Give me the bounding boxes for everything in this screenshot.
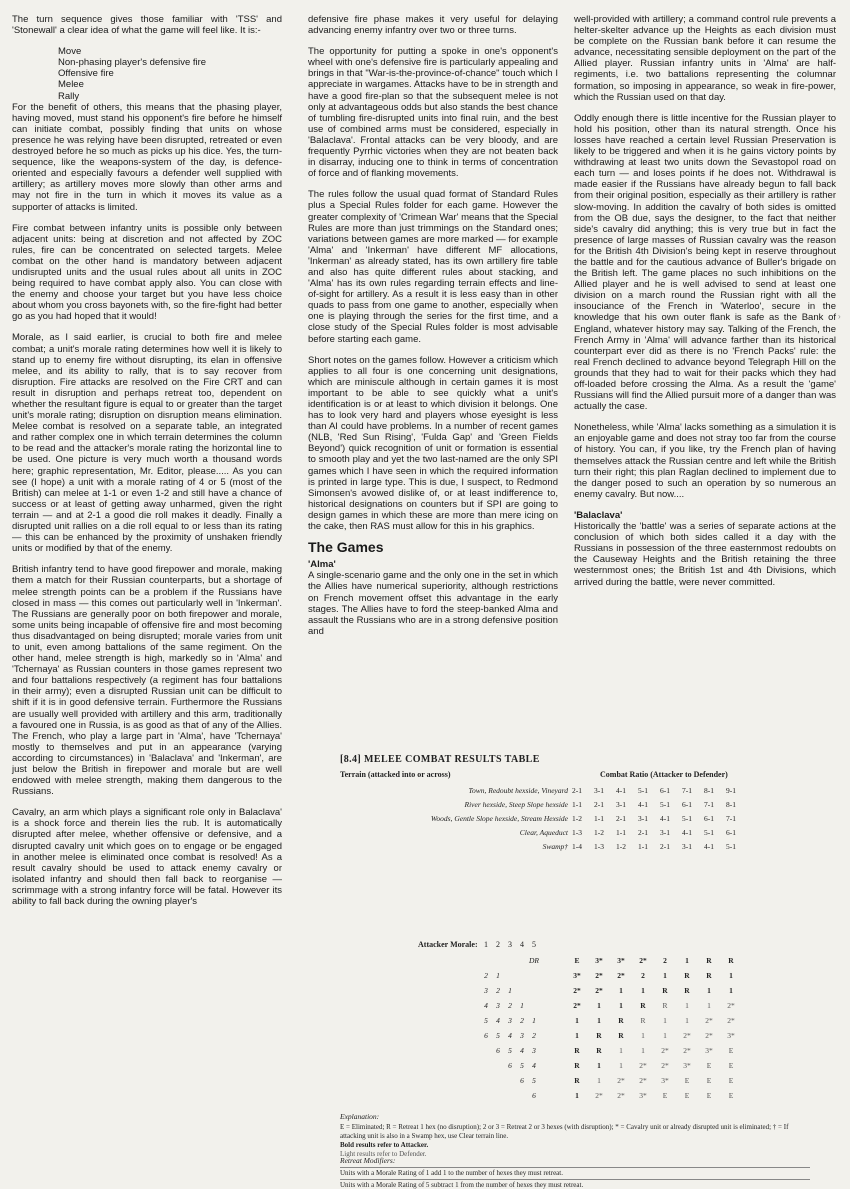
sequence-item: Rally [58, 90, 80, 102]
morale-seq-cell: 2 [484, 971, 488, 980]
result-cell: E [706, 1076, 712, 1085]
result-cell: 3* [683, 1061, 691, 1070]
paragraph: Cavalry, an arm which plays a significant role only in Balaclava' is a shock force and therein lies the rub. It is automatically disrupted after melee, whether offensive or defensive, and a disrupted cavalry unit which goes on to engage or be engaged in another melee is eliminated once combat is resolved! As a result cavalry should be used to attack enemy cavalry or isolated infantry and should then fall back to reorganise — scrimmage with a strong infantry force will be fatal. However its ability to fall back during the owning player's [12, 807, 282, 908]
terrain-row [340, 814, 830, 828]
paragraph: British infantry tend to have good firepower and morale, making them a match for their Russian counterparts, but a shortage of melee strength points can be a problem if the Russians have closed in mass — this comes out particularly well in 'Inkerman'. The Russians are generally poor on both firepower and morale, some units being incapable of offensive fire and most becoming thus disadvantaged on being disrupted; morale varies from unit to unit, even among battalions of the same regiment. On the other hand, melee strength is high, markedly so in 'Alma' and 'Tchernaya' as Russian counters in those games represent two and four battalions respectively (a regiment has four battalions in their army); even a disrupted Russian unit can be difficult to shift if it is in good defensive terrain. Furthermore the Russians are usually well provided with artillery and this arm, traditionally a favoured one in Russia, is as good as that of any of the Allies. The French, who play a large part in 'Alma', have 'Tchernaya' mostly to themselves and put in an appearance (varying according to circumstances) in 'Balaclava' and 'Inkerman', are just below the British in firepower and morale but are well endowed with melee strength, making them dangerous to the Russians. [12, 564, 282, 798]
ratio-cell: 3-1 [660, 828, 670, 837]
morale-row [298, 1076, 838, 1092]
morale-row [298, 1001, 838, 1017]
morale-row [298, 1016, 838, 1032]
melee-combat-results-table [298, 752, 838, 1189]
morale-seq-cell: 5 [496, 1031, 500, 1040]
paragraph: well-provided with artillery; a command control rule prevents a helter-skelter advance up the Heights as each division must be complete on the Russian bank before it can resume the advance, necessitating sensible deployment on the part of the Allied player. Russian infantry units in 'Alma' are half-regiments, i.e. two battalions representing the columnar formation, so imposing in appearance, so weak in fire-power, which the Russian used on that day. [574, 14, 836, 103]
ratio-cell: 5-1 [660, 800, 670, 809]
morale-seq-cell: 4 [496, 1016, 500, 1025]
morale-seq-cell: 4 [532, 1061, 536, 1070]
ratio-cell: 1-1 [594, 814, 604, 823]
result-cell: 2 [641, 971, 645, 980]
ratio-cell: 4-1 [616, 786, 626, 795]
ratio-cell: 4-1 [682, 828, 692, 837]
ratio-cell: 6-1 [704, 814, 714, 823]
result-cell: 1 [619, 1001, 623, 1010]
result-cell: R [728, 956, 734, 965]
result-cell: 1 [597, 1061, 601, 1070]
ratio-cell: 6-1 [660, 786, 670, 795]
morale-seq-cell: 5 [508, 1046, 512, 1055]
ratio-cell: 2-1 [638, 828, 648, 837]
morale-seq-cell: 1 [532, 1016, 536, 1025]
morale-seq-cell: 3 [508, 1016, 512, 1025]
paragraph: Oddly enough there is little incentive for the Russian player to hold his position, other than its natural strength. Once his losses have reached a certain level Russian Preservation is likely to be triggered and when it is he gains victory points by withdrawing at least two units down the Sevastopol road on each turn — and loses points if he does not. Withdrawal is made easier if the Russians have already begun to fall back from their original position, especially as their artillery is rather slow-moving. In addition the cavalry of both sides is omitted from the OB due, says the designer, to the fact that neither side's cavalry did anything; this is very true but in fact the presence of large masses of Russian cavalry was the reason for the British 4th Division's being kept in reserve throughout the battle and for the cautious advance of Buller's brigade on the British left. The game places no such inhibitions on the Allied player and he is well advised to send at least one division on a march round the Russian right with all the insouciance of the French in 'Waterloo', secure in the knowledge that his own outer flank is safe as the Bank of England, whatever history may say. Talking of the French, the French Army in 'Alma' will advance farther than its historical counterpart ever did as there is no 'French Packs' rule: the real French declined to advance beyond Telegraph Hill on the grounds that they had to wait for their packs which they had off-loaded before crossing the Alma. As a result the 'game' Russians will find the Allied pursuit more of a danger than was actually the case. [574, 112, 836, 413]
ratio-header: Combat Ratio (Attacker to Defender) [600, 770, 728, 779]
sequence-item: Move [58, 46, 82, 58]
result-cell: 2* [661, 1061, 669, 1070]
morale-seq-cell: 6 [532, 1091, 536, 1100]
result-cell: 2* [639, 1076, 647, 1085]
morale-seq-cell: 3 [496, 1001, 500, 1010]
result-cell: E [728, 1076, 734, 1085]
result-cell: R [662, 986, 668, 995]
explanation-line: Bold results refer to Attacker. [340, 1141, 429, 1149]
ratio-cell: 1-4 [572, 842, 582, 851]
ratio-cell: 2-1 [616, 814, 626, 823]
explanation-header: Explanation: [340, 1112, 380, 1121]
result-cell: 2* [727, 1016, 735, 1025]
morale-seq-cell: 4 [484, 1001, 488, 1010]
result-cell: 1 [729, 971, 733, 980]
result-cell: R [574, 1046, 580, 1055]
morale-seq-cell: 3 [520, 1031, 524, 1040]
result-cell: 3* [705, 1046, 713, 1055]
morale-number: 4 [520, 940, 524, 949]
result-cell: 1 [685, 1016, 689, 1025]
result-cell: 1 [641, 1031, 645, 1040]
result-cell: E [684, 1091, 690, 1100]
ratio-cell: 4-1 [660, 814, 670, 823]
result-cell: R [574, 1076, 580, 1085]
ratio-cell: 5-1 [682, 814, 692, 823]
result-cell: R [662, 1001, 668, 1010]
paragraph: defensive fire phase makes it very useful for delaying advancing enemy infantry over two or three turns. [308, 14, 558, 37]
explanation-line: E = Eliminated; R = Retreat 1 hex (no disruption); 2 or 3 = Retreat 2 or 3 hexes (with disruption); * = Cavalry unit or already disrupted unit is eliminated; † = If attacking unit is also in a Swamp hex, use Clear terrain line. [340, 1123, 789, 1140]
ratio-cell: 1-2 [594, 828, 604, 837]
morale-seq-cell: 1 [520, 1001, 524, 1010]
terrain-header: Terrain (attacked into or across) [340, 770, 451, 779]
ratio-cell: 2-1 [594, 800, 604, 809]
margin-mark: › [838, 312, 841, 321]
paragraph: Historically the 'battle' was a series of separate actions at the conclusion of which both sides called it a day with the Russians in possession of the three easternmost redoubts on the Causeway Heights and the British retaining the three westernmost ones; the British 1st and 4th Divisions, which arrived during the battle, were never committed. [574, 521, 836, 588]
morale-seq-cell: 4 [508, 1031, 512, 1040]
ratio-cell: 5-1 [704, 828, 714, 837]
result-cell: 1 [641, 1046, 645, 1055]
ratio-cell: 8-1 [704, 786, 714, 795]
result-cell: E [684, 1076, 690, 1085]
result-cell: 2* [705, 1031, 713, 1040]
ratio-cell: 1-2 [572, 814, 582, 823]
ratio-cell: 1-1 [616, 828, 626, 837]
result-cell: 3* [661, 1076, 669, 1085]
result-cell: E [706, 1061, 712, 1070]
result-cell: R [618, 1031, 624, 1040]
result-cell: 2* [595, 1091, 603, 1100]
sequence-item: Melee [58, 79, 84, 91]
ratio-cell: 9-1 [726, 786, 736, 795]
morale-row [298, 971, 838, 987]
result-cell: 1 [663, 1031, 667, 1040]
result-cell: R [574, 1061, 580, 1070]
result-cell: 3* [639, 1091, 647, 1100]
paragraph: The opportunity for putting a spoke in one's opponent's wheel with one's defensive fire is particularly appealing and brings in that "War-is-the-province-of-chance" touch which I appreciate in wargames. Attacks have to be in strength and have a good fire-plan so that the subsequent melee is not only at advantageous odds but also stands the best chance of tumbling fire-disrupted units into final ruin, and the best use of combined arms must be considered, especially in 'Balaclava'. Frontal attacks can be very bloody, and are frequently Pyrrhic victories when they are not beaten back in disarray, inducing one to think in terms of concentration of force and of flanking movements. [308, 46, 558, 180]
terrain-row [340, 828, 830, 842]
paragraph: The rules follow the usual quad format of Standard Rules plus a Special Rules folder for each game. However the greater complexity of 'Crimean War' means that the Special Rules are more than just trimmings on the Standard ones; variations between games are more marked — for example 'Alma' and 'Inkerman' have different MF allocations, 'Inkerman' as already stated, has its own artillery fire table and also has quite different rules about stacking, and 'Alma' has its own rules regarding terrain effects and line-of-sight for artillery. As a result it is less easy than in other quads to pass from one game to another, especially when one is playing through the series for the first time, and a close study of the Special Rules folder is most advisable before starting each game. [308, 189, 558, 345]
ratio-cell: 2-1 [572, 786, 582, 795]
result-cell: 1 [597, 1076, 601, 1085]
result-cell: 1 [619, 1046, 623, 1055]
ratio-cell: 5-1 [638, 786, 648, 795]
result-cell: R [640, 1001, 646, 1010]
result-cell: E [706, 1091, 712, 1100]
result-cell: 2* [683, 1031, 691, 1040]
result-cell: R [706, 956, 712, 965]
morale-row [298, 1061, 838, 1077]
result-cell: 2* [639, 1061, 647, 1070]
result-cell: 2* [573, 1001, 581, 1010]
paragraph: A single-scenario game and the only one in the set in which the Allies have numerical superiority, although restrictions on French movement offset this advantage in the early stages. The Allies have to ford the steep-banked Alma and assault the Russians who are in a strong defensive position and [308, 570, 558, 637]
column-1 [12, 14, 282, 917]
morale-row [298, 986, 838, 1002]
morale-seq-cell: 2 [532, 1031, 536, 1040]
result-cell: 2* [595, 971, 603, 980]
morale-seq-cell: 1 [496, 971, 500, 980]
result-cell: E [728, 1061, 734, 1070]
terrain-label: Town, Redoubt hexside, Vineyard [468, 786, 568, 795]
result-cell: 1 [619, 986, 623, 995]
result-cell: 1 [619, 1061, 623, 1070]
morale-seq-cell: 2 [520, 1016, 524, 1025]
explanation-text [340, 1123, 810, 1159]
result-cell: E [728, 1091, 734, 1100]
morale-number: 5 [532, 940, 536, 949]
morale-seq-cell: 1 [508, 986, 512, 995]
result-cell: 2 [663, 956, 667, 965]
sequence-item: Non-phasing player's defensive fire [58, 57, 207, 69]
ratio-cell: 5-1 [726, 842, 736, 851]
result-cell: 3* [595, 956, 603, 965]
ratio-cell: 6-1 [726, 828, 736, 837]
result-cell: 1 [575, 1031, 579, 1040]
morale-seq-cell: 6 [484, 1031, 488, 1040]
result-cell: 1 [575, 1091, 579, 1100]
sequence-item: Offensive fire [58, 68, 114, 80]
result-cell: 2* [617, 1091, 625, 1100]
result-cell: R [640, 1016, 646, 1025]
ratio-cell: 6-1 [682, 800, 692, 809]
result-cell: 1 [597, 1016, 601, 1025]
column-3 [574, 14, 836, 598]
morale-seq-cell: 5 [484, 1016, 488, 1025]
result-cell: 1 [597, 1001, 601, 1010]
ratio-cell: 3-1 [616, 800, 626, 809]
result-cell: 2* [617, 1076, 625, 1085]
morale-seq-cell: 5 [520, 1061, 524, 1070]
result-cell: 3* [617, 956, 625, 965]
result-cell: 2* [639, 956, 647, 965]
terrain-label: Swamp† [542, 842, 568, 851]
subheading-balaclava: 'Balaclava' [574, 509, 623, 521]
ratio-cell: 1-2 [616, 842, 626, 851]
morale-seq-cell: 2 [508, 1001, 512, 1010]
modifier-line: Units with a Morale Rating of 5 subtract 1 from the number of hexes they must retreat. [340, 1181, 584, 1189]
ratio-cell: 7-1 [704, 800, 714, 809]
result-cell: 1 [685, 956, 689, 965]
table-title: [8.4] MELEE COMBAT RESULTS TABLE [340, 754, 540, 765]
result-cell: 2* [705, 1016, 713, 1025]
morale-seq-cell: 5 [532, 1076, 536, 1085]
ratio-cell: 1-1 [572, 800, 582, 809]
turn-sequence-list [58, 46, 282, 101]
divider [340, 1179, 810, 1180]
ratio-cell: 1-3 [594, 842, 604, 851]
result-cell: 2* [661, 1046, 669, 1055]
result-cell: 1 [663, 971, 667, 980]
terrain-label: Clear, Aqueduct [519, 828, 568, 837]
terrain-label: River hexside, Steep Slope hexside [464, 800, 568, 809]
ratio-cell: 2-1 [660, 842, 670, 851]
result-cell: R [618, 1016, 624, 1025]
ratio-cell: 1-1 [638, 842, 648, 851]
terrain-row [340, 842, 830, 856]
result-cell: 1 [641, 986, 645, 995]
divider [340, 1167, 810, 1168]
paragraph: For the benefit of others, this means that the phasing player, having moved, must stand his opponent's fire before he himself can initiate combat, possibly finding that units on whose presence he was relying have been disrupted, retreated or even destroyed before he so much as picks up his dice. Yes, the turn-sequence, like the weapons-system of the day, is defence-oriented and especially favours a defender well supplied with artillery; as artillery moves more slowly than other arms and may not fire in the turn in which it moves its value as a supporter of attacks is limited. [12, 101, 282, 213]
result-cell: 1 [575, 1016, 579, 1025]
result-cell: 1 [707, 986, 711, 995]
result-cell: 2* [573, 986, 581, 995]
ratio-cell: 7-1 [682, 786, 692, 795]
modifiers-header: Retreat Modifiers: [340, 1156, 396, 1165]
column-2 [308, 14, 558, 647]
morale-seq-cell: 6 [496, 1046, 500, 1055]
paragraph: Short notes on the games follow. However a criticism which applies to all four is one concerning unit designations, which are miniscule although in certain games it is most important to be able to see quickly what a unit's identification is or at least to which division it belongs. One has to look very hard and players whose eyesight is less than AI could have problems. In a number of recent games (NLB, 'Red Sun Rising', 'Fulda Gap' and 'Green Fields Beyond') quick recognition of unit or formation is essential to smooth play and yet the two last-named are the only SPI games which I have seen in which the required information is printed in large type. This is due, I suspect, to Redmond Simonsen's avowed dislike of, or at least indifference to, historical designations on counters but if SPI are going to design games in which these are more than mere icing on the cake, then RAS must allow for this in his graphics. [308, 354, 558, 533]
modifier-line: Units with a Morale Rating of 1 add 1 to the number of hexes they must retreat. [340, 1169, 563, 1177]
ratio-cell: 7-1 [726, 814, 736, 823]
result-cell: E [662, 1091, 668, 1100]
result-cell: R [596, 1046, 602, 1055]
ratio-cell: 4-1 [704, 842, 714, 851]
morale-number: 1 [484, 940, 488, 949]
morale-seq-cell: 4 [520, 1046, 524, 1055]
result-cell: R [596, 1031, 602, 1040]
morale-number: 3 [508, 940, 512, 949]
result-cell: 1 [685, 1001, 689, 1010]
morale-row [298, 1031, 838, 1047]
explanation-line: Light results refer to Defender. [340, 1150, 427, 1158]
morale-seq-cell: 3 [484, 986, 488, 995]
morale-seq-cell: 6 [508, 1061, 512, 1070]
morale-seq-cell: 3 [532, 1046, 536, 1055]
section-heading: The Games [308, 539, 384, 556]
terrain-label: Woods, Gentle Slope hexside, Stream Hexside [430, 814, 568, 823]
morale-row [298, 1091, 838, 1107]
morale-seq-cell: 6 [520, 1076, 524, 1085]
ratio-cell: 4-1 [638, 800, 648, 809]
ratio-cell: 3-1 [594, 786, 604, 795]
paragraph: Nonetheless, while 'Alma' lacks something as a simulation it is an enjoyable game and does not stray too far from the course of history. You can, if you like, try the French plan of having themselves attack the Russian centre and left while the British turn their right; this plan Raglan declined to implement due to the danger posed to such an operation by so numerous an enemy cavalry. But now.... [574, 422, 836, 500]
result-cell: E [574, 956, 580, 965]
morale-number: 2 [496, 940, 500, 949]
result-cell: 2* [595, 986, 603, 995]
result-cell: 1 [707, 1001, 711, 1010]
result-cell: E [728, 1046, 734, 1055]
ratio-cell: 3-1 [682, 842, 692, 851]
result-cell: 1 [729, 986, 733, 995]
ratio-cell: 1-3 [572, 828, 582, 837]
result-cell: 2* [727, 1001, 735, 1010]
ratio-cell: 3-1 [638, 814, 648, 823]
terrain-row [340, 786, 830, 800]
morale-row [298, 1046, 838, 1062]
result-cell: R [684, 986, 690, 995]
result-cell: R [684, 971, 690, 980]
morale-row [298, 956, 838, 972]
result-cell: 1 [663, 1016, 667, 1025]
morale-seq-cell: 2 [496, 986, 500, 995]
morale-seq-cell: DR [529, 956, 539, 965]
paragraph: Fire combat between infantry units is possible only between adjacent units: being at discretion and not affected by ZOC rules, fire can be concentrated on selected targets. Melee combat on the other hand is mandatory between adjacent undisrupted units and the usual rules about all units in ZOC being required to have combat apply also. You can close with the enemy and choose your target but you have less choice about whom you cross bayonets with, so the fire-fight had better go as you had hoped that it would! [12, 222, 282, 323]
morale-header: Attacker Morale: [418, 940, 478, 949]
result-cell: 2* [683, 1046, 691, 1055]
result-cell: 3* [727, 1031, 735, 1040]
ratio-cell: 8-1 [726, 800, 736, 809]
result-cell: R [706, 971, 712, 980]
terrain-row [340, 800, 830, 814]
subheading-alma: 'Alma' [308, 559, 336, 571]
result-cell: 2* [617, 971, 625, 980]
paragraph: Morale, as I said earlier, is crucial to both fire and melee combat; a unit's morale rating determines how well it is likely to stand up to enemy fire without disrupting, its elan in offensive melee, and its ability to rally, that is to say recover from disruption. Fire attacks are resolved on the Fire CRT and can result in disruption and perhaps retreat too, dependent on whether the resultant figure is equal to or greater than the target unit's morale rating; disruption on disruption means elimination. Melee combat is resolved on a separate table, an integrated and rather complex one in which terrain determines the column to be read and the attacker's morale rating the horizontal line to be used. One picture is very much worth a thousand words here; graphic representation, Mr. Editor, please..... As you can see (I hope) a unit with a morale rating of 4 or 5 (most of the British) can melee at 1-1 or even 1-2 and still have a chance of success or at least of getting away unharmed, given the right terrain — and at 2-1 a good die roll makes it deadly. Finally a disrupted unit rallies on a die roll equal to or less than its rating — this can be enhanced by the proximity of unshaken friendly units or modified by that of the enemy. [12, 332, 282, 555]
intro-paragraph: The turn sequence gives those familiar with 'TSS' and 'Stonewall' a clear idea of what the game will feel like. It is:- [12, 14, 282, 37]
result-cell: 3* [573, 971, 581, 980]
